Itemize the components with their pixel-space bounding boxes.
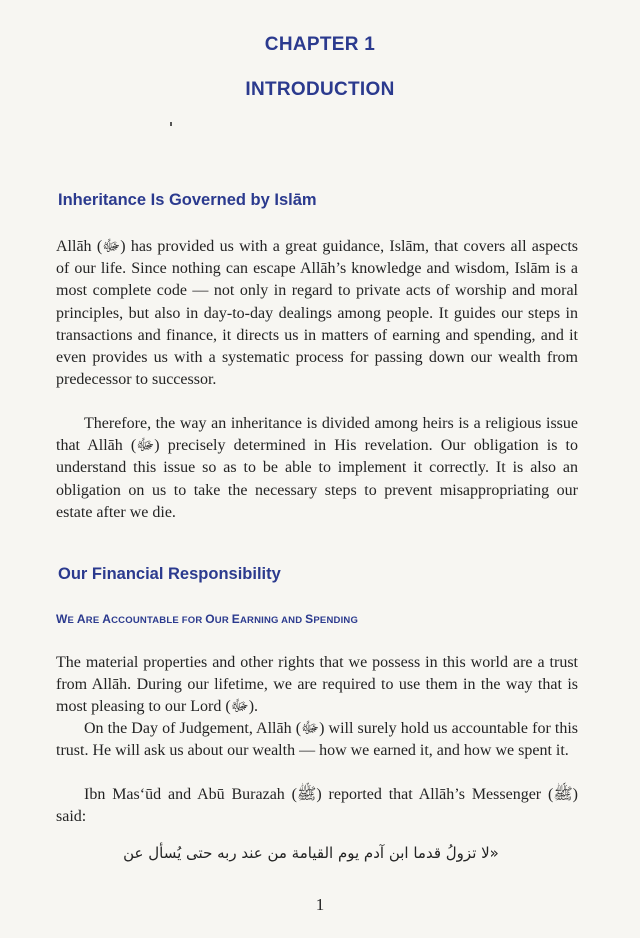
page-number: 1 xyxy=(315,895,325,914)
chapter-number: CHAPTER 1 xyxy=(264,34,376,55)
section-heading-financial: Our Financial Responsibility xyxy=(58,565,281,583)
chapter-title: INTRODUCTION xyxy=(245,79,395,100)
paragraph-day-of-judgement: On the Day of Judgement, Allāh (ﷻ) will surely hold us accountable for this trust. He will ask us about our wealth — how we earned it, and how we spent it. xyxy=(56,720,578,760)
paragraph-therefore: Therefore, the way an inheritance is divided among heirs is a religious issue that Allāh (ﷻ) precisely determined in His revelation. Our obligation is to understand this issue so as to be able to implement it correctly. It is also an obligation on us to take the necessary steps to prevent misappropriating our estate after we die. xyxy=(56,415,578,521)
subsection-heading-accountable: WE ARE ACCOUNTABLE FOR OUR EARNING AND SPENDING xyxy=(56,612,359,626)
paragraph-material-properties: The material properties and other rights that we possess in this world are a trust from Allāh. During our lifetime, we are required to use them in the way that is most pleasing to our Lord (ﷻ). xyxy=(56,654,578,716)
section-heading-inheritance: Inheritance Is Governed by Islām xyxy=(58,191,317,209)
paragraph-guidance: Allāh (ﷻ) has provided us with a great guidance, Islām, that covers all aspects of our life. Since nothing can escape Allāh’s knowledge and wisdom, Islām is a most complete code — not only in regard to private acts of worship and moral principles, but also in day-to-day dealings among people. It guides our steps in transactions and finance, it directs us in matters of earning and spending, and it even provides us with a systematic process for passing down our wealth from predecessor to successor. xyxy=(56,238,579,389)
print-speck xyxy=(170,122,172,126)
paragraph-ibn-masud: Ibn Mas‘ūd and Abū Burazah (ﷺ) reported that Allāh’s Messenger (ﷺ) said: xyxy=(56,786,578,826)
arabic-hadith-quote: «لا تزولُ قدما ابن آدم يوم القيامة من عند ربه حتى يُسأل عن xyxy=(123,844,499,862)
